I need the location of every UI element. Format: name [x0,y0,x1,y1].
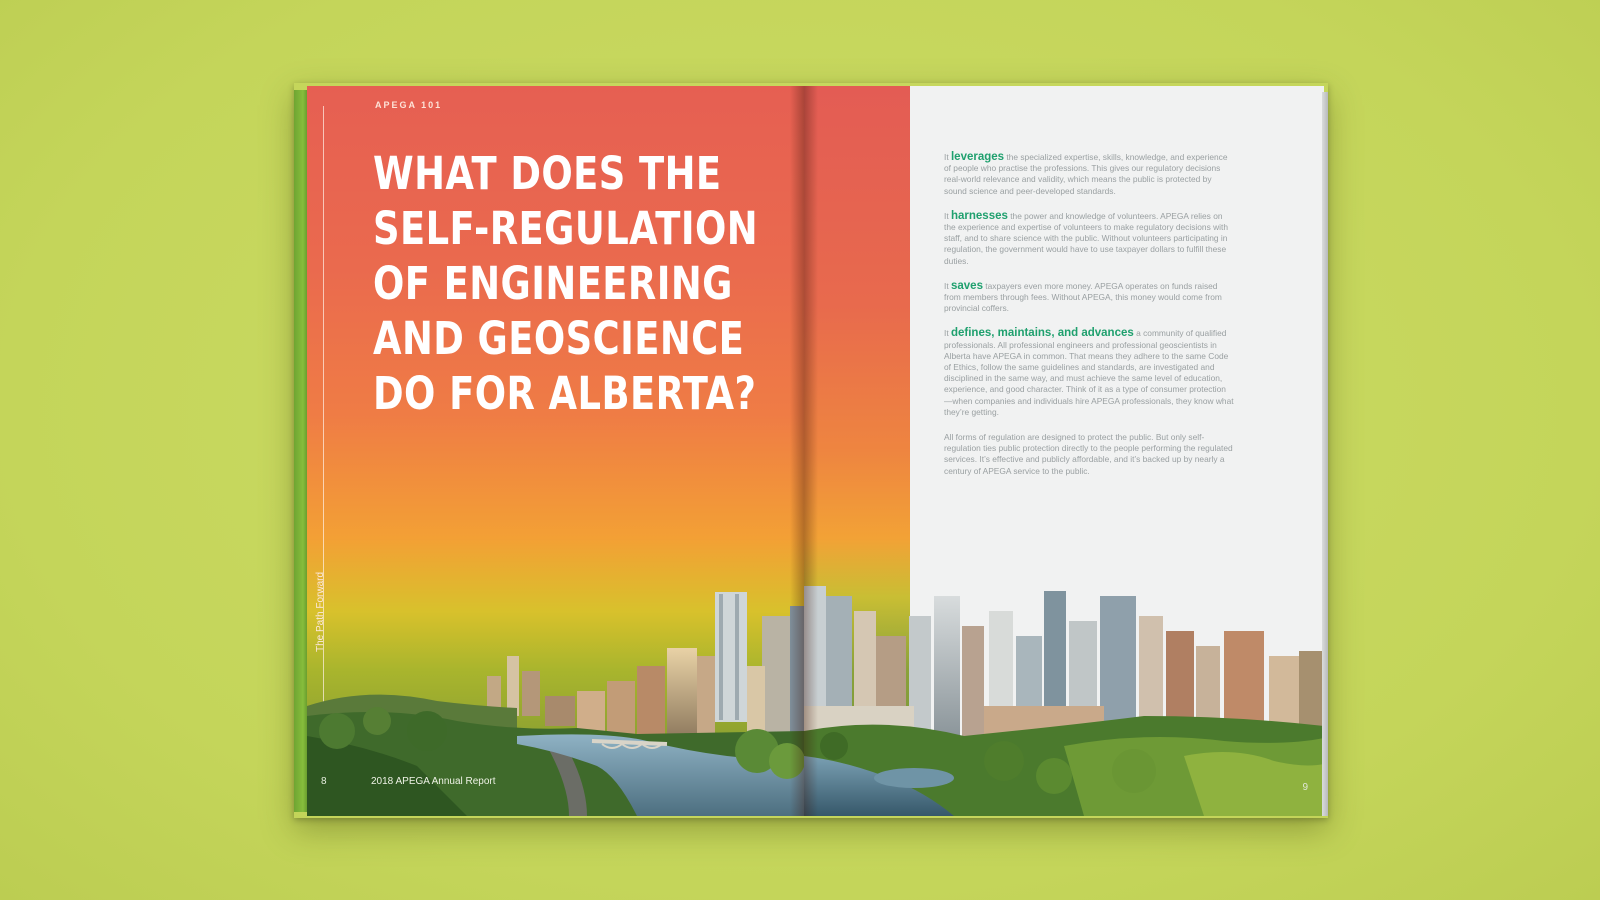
body-copy [944,152,1234,491]
paragraph-prefix: It [944,210,951,221]
section-label: APEGA 101 [375,100,443,110]
paragraph-text: a community of qualified professionals. All professional engineers and professional geoscientists in Alberta have APEGA in common. That means they adhere to the same Code of Ethics, follow the same guidelines and standards, are investigated and disciplined in the same way, and must achieve the same level of education, experience, and good character. Think of it as a type of consumer protection—when companies and individuals hire APEGA professionals, they know what they’re getting. [944,328,1234,417]
right-page [804,86,1324,816]
keyword-saves: saves [950,279,983,292]
city-skyline-photo-right [804,516,1324,816]
paragraph-harnesses [944,211,1234,267]
paragraph-summary [944,432,1234,477]
headline [373,146,759,421]
city-skyline-photo-left [307,516,804,816]
paragraph-prefix: It [944,152,951,162]
booklet-page-edge [1322,92,1328,816]
page-number-left: 8 [321,776,327,787]
keyword-defines: defines, maintains, and advances [950,327,1134,340]
page-number-right: 9 [1302,782,1308,793]
vertical-text: The Path Forward [315,571,326,652]
headline-line: AND GEOSCIENCE [373,312,745,365]
paragraph-text: All forms of regulation are designed to protect the public. But only self-regulation ties public protection directly to the people performing the regulated services. It’s effective and publicly affordable, and it’s backed up by nearly a century of APEGA service to the public. [944,432,1233,476]
paragraph-defines [944,328,1234,418]
paragraph-leverages [944,152,1234,197]
paragraph-text: the power and knowledge of volunteers. APEGA relies on the experience and expertise of volunteers to make regulatory decisions with staff, and to share science with the public. Without volunteers participating in regulation, the government would have to use taxpayer dollars to fulfill these duties. [944,210,1228,266]
keyword-harnesses: harnesses [950,209,1008,222]
paragraph-saves [944,281,1234,315]
headline-line: OF ENGINEERING [373,257,733,310]
report-title: 2018 APEGA Annual Report [371,776,496,787]
keyword-leverages: leverages [950,151,1005,163]
paragraph-prefix: It [944,280,951,291]
paragraph-text: the specialized expertise, skills, knowledge, and experience of people who practise the professions. This gives our regulatory decisions real-world relevance and validity, which means the public is protected by sound science and peer-developed standards. [944,152,1228,196]
paragraph-text: taxpayers even more money. APEGA operates on funds raised from members through fees. Without APEGA, this money would come from provincial coffers. [944,280,1222,314]
paragraph-prefix: It [944,328,951,339]
headline-line: WHAT DOES THE [373,147,722,200]
headline-line: SELF-REGULATION [373,202,759,255]
left-page [307,86,804,816]
headline-line: DO FOR ALBERTA? [373,367,757,420]
